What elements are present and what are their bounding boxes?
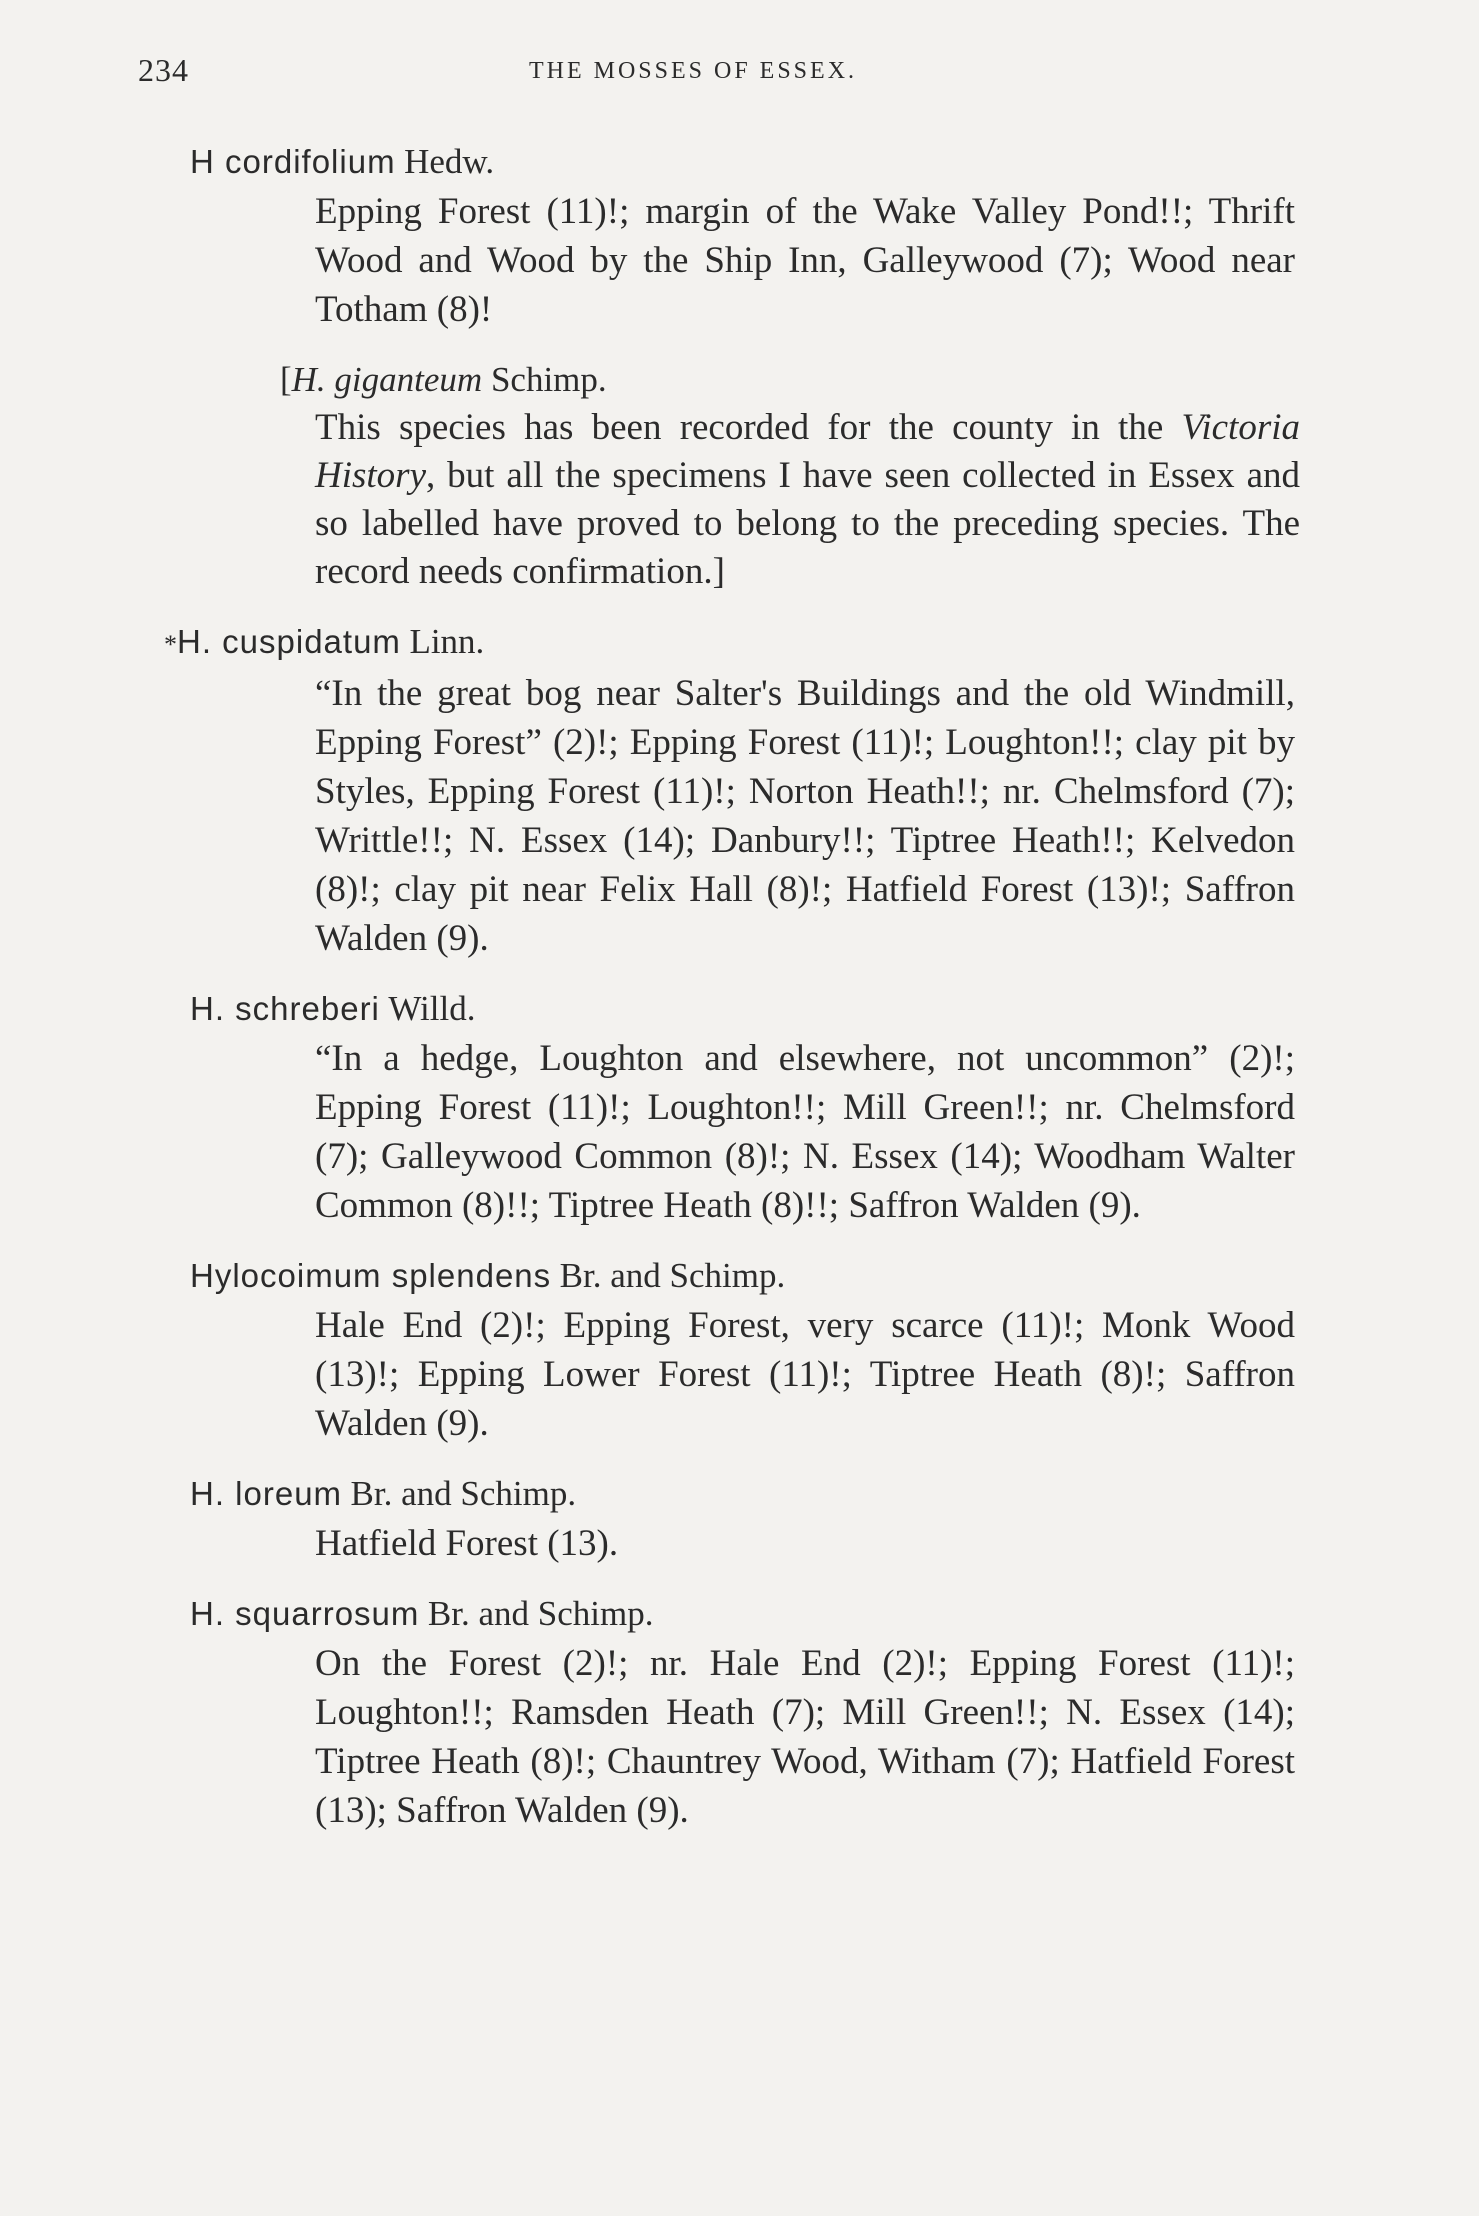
species-authority: Linn. [409,622,485,661]
page-header [138,52,1248,92]
page-body [164,138,1320,1857]
species-heading [190,985,1320,1034]
species-entry-cordifolium [190,138,1320,334]
species-note-giganteum [190,356,1320,596]
species-authority: Br. and Schimp. [427,1594,654,1633]
species-records: On the Forest (2)!; nr. Hale End (2)!; Epping Forest (11)!; Loughton!!; Ramsden Heath (7); Mill Green!!; N. Essex (14); Tiptree Heath (8)!; Chauntrey Wood, Witham (7); Hatfield Forest (13); Saffron Walden (9). [315,1643,1295,1831]
species-authority: Br. and Schimp. [559,1256,786,1295]
note-text-italic: Victoria History [315,407,1300,496]
species-heading [190,1252,1320,1301]
species-heading [164,618,1320,669]
native-marker: * [164,630,177,659]
species-name: H. schreberi [190,990,380,1027]
species-name: H cordifolium [190,143,396,180]
note-text-start: This species has been recorded for the county in the [315,407,1182,448]
species-name: H. cuspidatum [177,623,401,660]
species-name: H. giganteum [291,360,483,399]
species-records: Hale End (2)!; Epping Forest, very scarce (11)!; Monk Wood (13)!; Epping Lower Forest (11)!; Tiptree Heath (8)!; Saffron Walden (9). [315,1305,1295,1444]
species-heading [190,1470,1320,1519]
species-heading [190,138,1320,187]
species-entry-schreberi [190,985,1320,1230]
species-records: Hatfield Forest (13). [315,1523,619,1564]
species-authority: Br. and Schimp. [350,1474,577,1513]
species-name: H. squarrosum [190,1595,420,1632]
species-note-text [315,404,1300,596]
species-heading [280,356,1320,404]
species-name: H. loreum [190,1475,343,1512]
species-entry-loreum [190,1470,1320,1568]
species-authority: Hedw. [404,142,495,181]
species-records: Epping Forest (11)!; margin of the Wake Valley Pond!!; Thrift Wood and Wood by the Ship Inn, Galleywood (7); Wood near Totham (8)! [315,191,1295,330]
species-entry-cuspidatum [164,618,1320,963]
species-entry-splendens [190,1252,1320,1448]
species-authority: Schimp. [490,360,607,399]
species-entry-squarrosum [190,1590,1320,1835]
species-authority: Willd. [388,989,476,1028]
species-name: Hylocoimum splendens [190,1257,552,1294]
running-title: THE MOSSES OF ESSEX. [528,58,858,84]
page-number: 234 [138,52,189,88]
note-text-end: , but all the specimens I have seen collected in Essex and so labelled have proved to belong to the preceding species. The record needs confirmation.] [315,455,1300,592]
species-heading [190,1590,1320,1639]
species-records: “In the great bog near Salter's Buildings and the old Windmill, Epping Forest” (2)!; Epping Forest (11)!; Loughton!!; clay pit by Styles, Epping Forest (11)!; Norton Heath!!; nr. Chelmsford (7); Writtle!!; N. Essex (14); Danbury!!; Tiptree Heath!!; Kelvedon (8)!; clay pit near Felix Hall (8)!; Hatfield Forest (13)!; Saffron Walden (9). [315,673,1295,959]
open-bracket: [ [280,360,292,399]
species-records: “In a hedge, Loughton and elsewhere, not uncommon” (2)!; Epping Forest (11)!; Loughton!!; Mill Green!!; nr. Chelmsford (7); Galleywood Common (8)!; N. Essex (14); Woodham Walter Common (8)!!; Tiptree Heath (8)!!; Saffron Walden (9). [315,1038,1295,1226]
